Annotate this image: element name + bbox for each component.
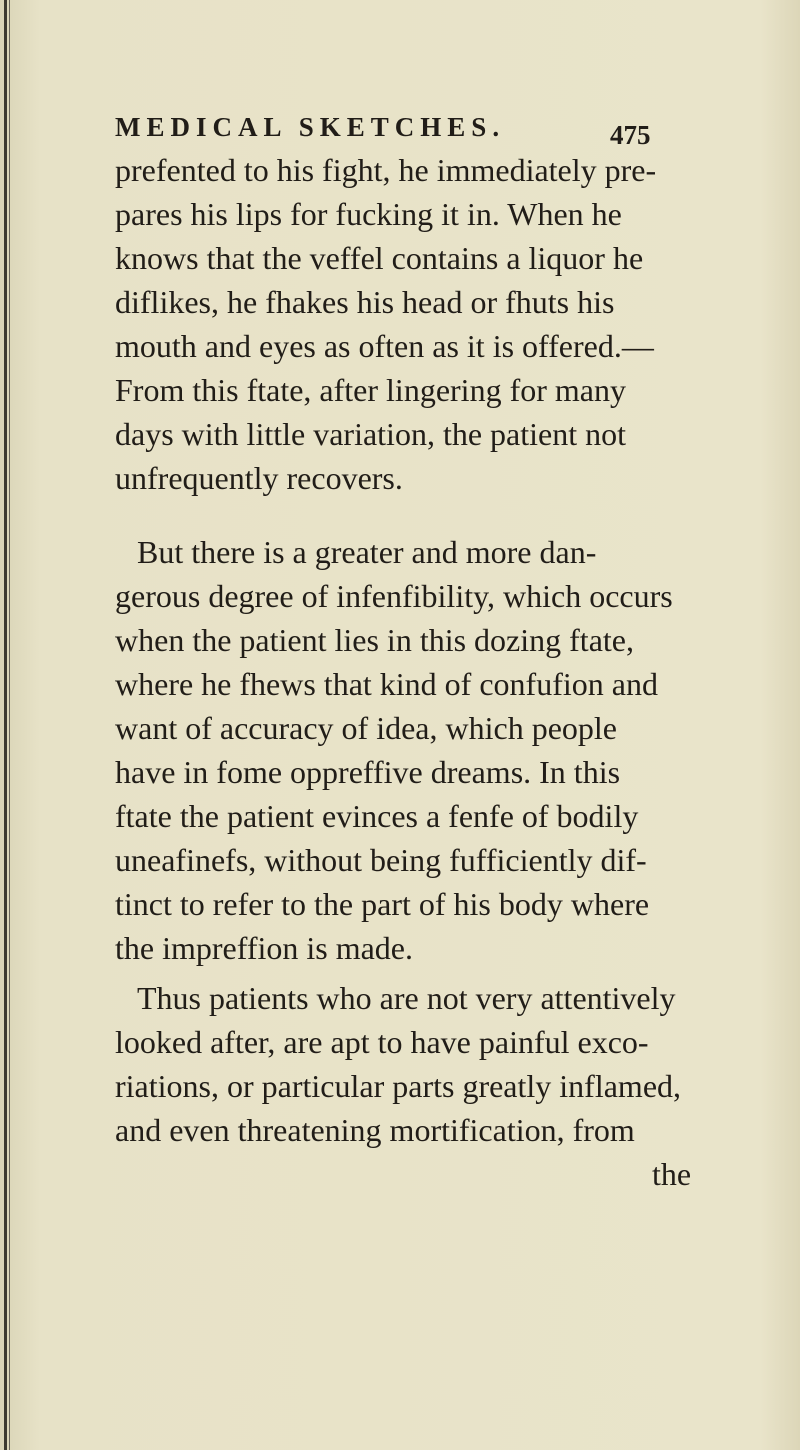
text-line: looked after, are apt to have painful exco- — [115, 1024, 649, 1060]
text-line: gerous degree of infenfibility, which occurs — [115, 578, 673, 614]
page-header — [115, 112, 715, 152]
text-line: unfrequently recovers. — [115, 460, 403, 496]
text-line: want of accuracy of idea, which people — [115, 710, 617, 746]
text-line: knows that the veffel contains a liquor he — [115, 240, 644, 276]
text-line: have in fome oppreffive dreams. In this — [115, 754, 621, 790]
text-line: mouth and eyes as often as it is offered.— — [115, 328, 654, 364]
text-line: diflikes, he fhakes his head or fhuts his — [115, 284, 615, 320]
text-line: Thus patients who are not very attentively — [137, 980, 676, 1016]
page-number: 475 — [610, 120, 651, 150]
text-line: uneafinefs, without being fufficiently dif- — [115, 842, 647, 878]
text-line: and even threatening mortification, from — [115, 1112, 635, 1148]
text-line: From this ftate, after lingering for many — [115, 372, 626, 408]
page-edge-shadow — [4, 0, 7, 1450]
text-line: when the patient lies in this dozing ftate, — [115, 622, 634, 658]
text-line: riations, or particular parts greatly inflamed, — [115, 1068, 682, 1104]
text-line: tinct to refer to the part of his body where — [115, 886, 650, 922]
text-line: days with little variation, the patient not — [115, 416, 626, 452]
text-line: But there is a greater and more dan- — [137, 534, 597, 570]
body-text — [115, 150, 755, 1350]
text-line: pares his lips for fucking it in. When he — [115, 196, 622, 232]
catchword: the — [652, 1156, 692, 1192]
running-head: MEDICAL SKETCHES. — [115, 112, 506, 142]
text-line: where he fhews that kind of confufion and — [115, 666, 658, 702]
text-line: the impreffion is made. — [115, 930, 413, 966]
text-line: prefented to his fight, he immediately pre- — [115, 152, 657, 188]
page-edge-line — [9, 0, 10, 1450]
text-line: ftate the patient evinces a fenfe of bodily — [115, 798, 639, 834]
